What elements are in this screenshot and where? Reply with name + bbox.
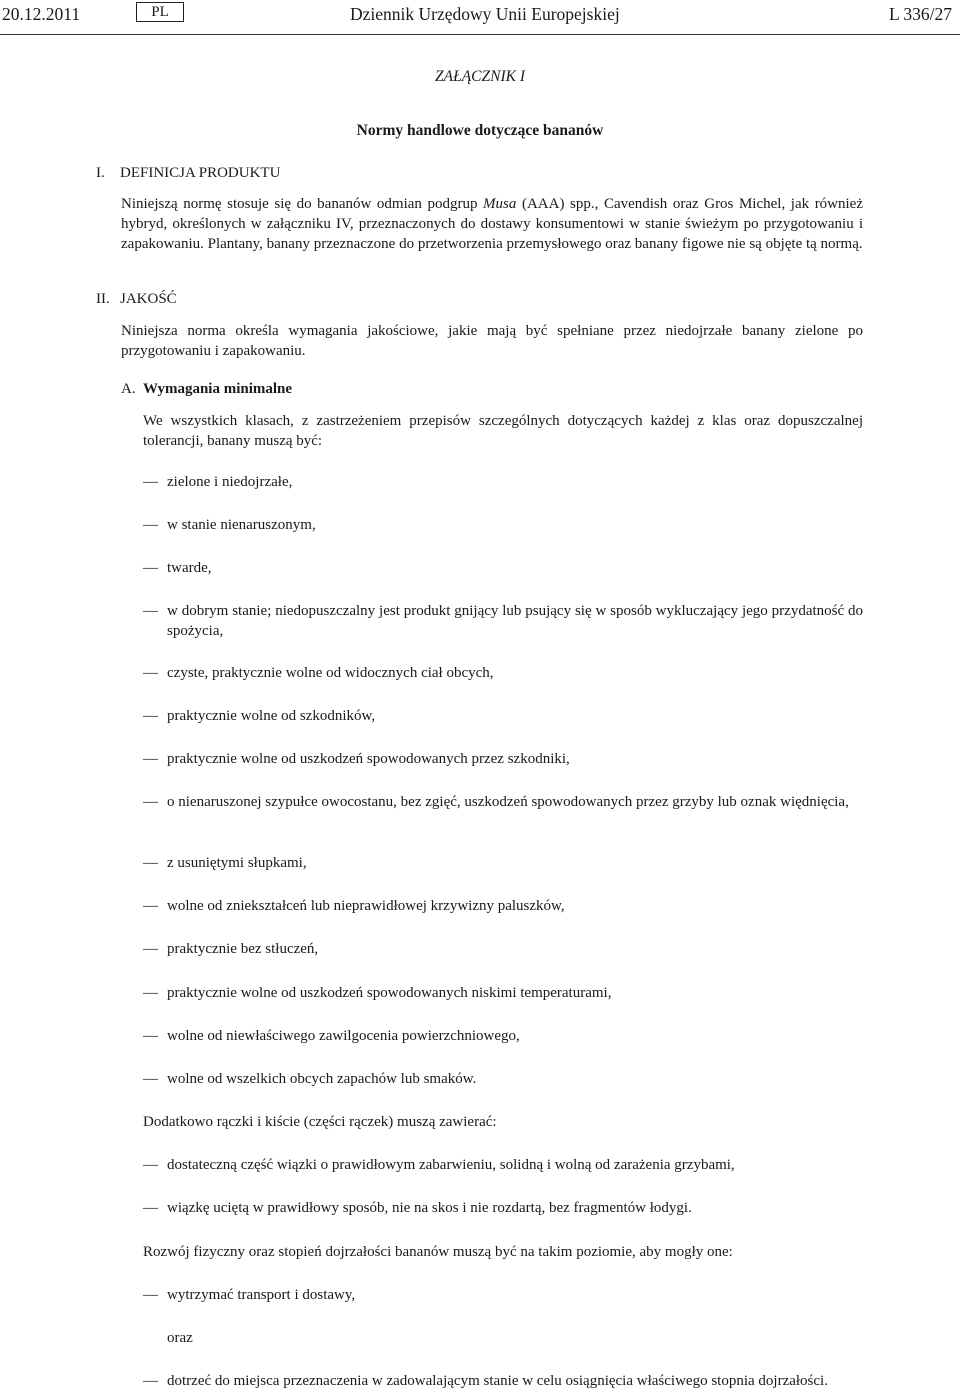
dash-mark: — <box>143 1287 158 1303</box>
section-2-heading <box>96 289 177 309</box>
list-item <box>143 1285 863 1305</box>
list-item <box>143 1069 863 1089</box>
header-divider <box>0 34 960 35</box>
list-item-text: wolne od niewłaściwego zawilgocenia powierzchniowego, <box>167 1028 520 1044</box>
list-item-text: praktycznie wolne od szkodników, <box>167 708 376 724</box>
list-item <box>143 1026 863 1046</box>
dash-mark: — <box>143 708 158 724</box>
dash-mark: — <box>143 941 158 957</box>
section-1-title: DEFINICJA PRODUKTU <box>120 165 281 181</box>
list-item-text: zielone i niedojrzałe, <box>167 474 293 490</box>
dash-mark: — <box>143 560 158 576</box>
list-item-text: dostateczną część wiązki o prawidłowym zabarwieniu, solidną i wolną od zarażenia grzybami, <box>167 1157 735 1173</box>
language-badge: PL <box>136 2 184 22</box>
dash-mark: — <box>143 665 158 681</box>
dash-mark: — <box>143 517 158 533</box>
dash-mark: — <box>143 1071 158 1087</box>
list-item <box>143 983 863 1003</box>
list-item <box>143 515 863 535</box>
section-1-text-start: Niniejszą normę stosuje się do bananów odmian podgrup <box>121 196 484 212</box>
subsection-a-heading <box>121 379 292 399</box>
list-item-text: praktycznie wolne od uszkodzeń spowodowanych przez szkodniki, <box>167 751 570 767</box>
page-reference: L 336/27 <box>888 4 952 24</box>
list-item <box>143 1155 863 1175</box>
list-item-text: z usuniętymi słupkami, <box>167 855 307 871</box>
list-item-text: dotrzeć do miejsca przeznaczenia w zadowalającym stanie w celu osiągnięcia właściwego stopnia dojrzałości. <box>167 1373 828 1389</box>
annex-heading: ZAŁĄCZNIK I <box>434 68 525 85</box>
list-item <box>143 749 863 769</box>
dash-mark: — <box>143 794 158 810</box>
list-item-text: twarde, <box>167 560 212 576</box>
section-2-paragraph: Niniejsza norma określa wymagania jakościowe, jakie mają być spełniane przez niedojrzałe banany zielone po przygotowaniu i zapakowaniu. <box>121 323 863 359</box>
list-item-text: praktycznie wolne od uszkodzeń spowodowanych niskimi temperaturami, <box>167 985 612 1001</box>
dash-mark: — <box>143 1200 158 1216</box>
list-item <box>143 853 863 873</box>
minimum-requirements-intro: We wszystkich klasach, z zastrzeżeniem przepisów szczególnych dotyczących każdej z klas oraz dopuszczalnej tolerancji, banany muszą być: <box>143 413 863 449</box>
list-item <box>143 663 863 683</box>
additional-requirements-intro: Dodatkowo rączki i kiście (części rączek) muszą zawierać: <box>143 1114 497 1130</box>
list-item-text: wytrzymać transport i dostawy, <box>167 1287 356 1303</box>
list-item <box>143 558 863 578</box>
dash-mark: — <box>143 1157 158 1173</box>
dash-mark: — <box>143 898 158 914</box>
section-1-text-italic: Musa <box>483 196 517 212</box>
section-1-paragraph <box>121 194 863 254</box>
list-item <box>143 1371 863 1391</box>
section-2-title: JAKOŚĆ <box>120 291 177 307</box>
dash-mark: — <box>143 603 158 619</box>
publication-date: 20.12.2011 <box>2 4 81 24</box>
list-item-text: w dobrym stanie; niedopuszczalny jest produkt gnijący lub psujący się w sposób wykluczający jego przydatność do spożycia, <box>167 603 863 639</box>
list-item <box>143 792 863 812</box>
list-item-text: wiązkę uciętą w prawidłowy sposób, nie na skos i nie rozdartą, bez fragmentów łodygi. <box>167 1200 692 1216</box>
page-header <box>0 2 960 26</box>
list-item <box>143 706 863 726</box>
dash-mark: — <box>143 985 158 1001</box>
subsection-a-title: Wymagania minimalne <box>143 381 293 397</box>
list-item <box>143 896 863 916</box>
list-item-text: wolne od wszelkich obcych zapachów lub smaków. <box>167 1071 477 1087</box>
list-item <box>143 601 863 641</box>
dash-mark: — <box>143 855 158 871</box>
dash-mark: — <box>143 1028 158 1044</box>
list-item-text: wolne od zniekształceń lub nieprawidłowej krzywizny paluszków, <box>167 898 565 914</box>
list-item-text: praktycznie bez stłuczeń, <box>167 941 319 957</box>
journal-title: Dziennik Urzędowy Unii Europejskiej <box>350 4 620 24</box>
conjunction-oraz: oraz <box>167 1330 193 1346</box>
list-item <box>143 472 863 492</box>
dash-mark: — <box>143 751 158 767</box>
section-1-text-end: (AAA) spp., Cavendish oraz Gros Michel, jak również hybryd, określonych w załączniku IV, przeznaczonych do dostawy konsumentowi w stanie świeżym po przygotowaniu i zapakowaniu. Plantany, banany przeznaczone do przetworzenia przemysłowego oraz banany figowe nie są objęte tą normą. <box>121 196 863 252</box>
list-item-text: w stanie nienaruszonym, <box>167 517 316 533</box>
section-1-number: I. <box>96 165 105 181</box>
list-item <box>143 939 863 959</box>
dash-mark: — <box>143 1373 158 1389</box>
section-2-number: II. <box>96 291 110 307</box>
list-item-text: o nienaruszonej szypułce owocostanu, bez zgięć, uszkodzeń spowodowanych przez grzyby lub oznak więdnięcia, <box>167 794 849 810</box>
list-item-text: czyste, praktycznie wolne od widocznych ciał obcych, <box>167 665 494 681</box>
list-item <box>143 1198 863 1218</box>
dash-mark: — <box>143 474 158 490</box>
section-1-heading <box>96 163 280 183</box>
document-title: Normy handlowe dotyczące bananów <box>356 122 604 139</box>
subsection-a-number: A. <box>121 381 136 397</box>
development-intro: Rozwój fizyczny oraz stopień dojrzałości bananów muszą być na takim poziomie, aby mogły one: <box>143 1244 733 1260</box>
